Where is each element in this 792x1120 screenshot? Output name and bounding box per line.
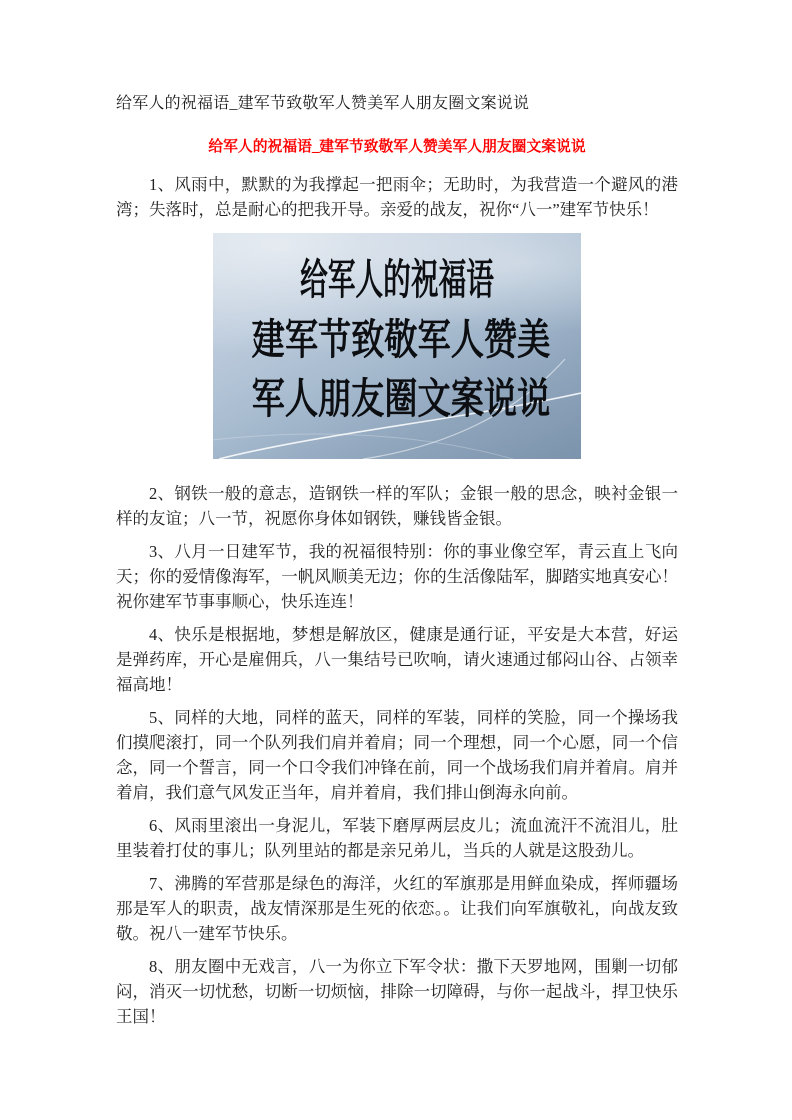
paragraph-6: 6、风雨里滚出一身泥儿，军装下磨厚两层皮儿；流血流汗不流泪儿，肚里装着打仗的事儿；队列里站的都是亲兄弟儿，当兵的人就是这股劲儿。 bbox=[116, 816, 678, 860]
document-body bbox=[116, 172, 678, 1029]
paragraph-5: 5、同样的大地，同样的蓝天，同样的军装，同样的笑脸，同一个操场我们摸爬滚打，同一个队列我们肩并着肩；同一个理想，同一个心愿，同一个信念，同一个誓言，同一个口令我们冲锋在前，同一个战场我们肩并着肩。肩并着肩，我们意气风发正当年，肩并着肩，我们排山倒海永向前。 bbox=[116, 708, 678, 802]
document-content bbox=[116, 0, 678, 1037]
banner-text-line-2: 建军节致敬军人赞美 bbox=[251, 316, 551, 363]
banner-text-line-1: 给军人的祝福语 bbox=[299, 256, 495, 303]
paragraph-4: 4、快乐是根据地，梦想是解放区，健康是通行证，平安是大本营，好运是弹药库，开心是雇佣兵，八一集结号已吹响，请火速通过郁闷山谷、占领幸福高地！ bbox=[116, 625, 678, 694]
paragraph-2: 2、钢铁一般的意志，造钢铁一样的军队；金银一般的思念，映衬金银一样的友谊；八一节，祝愿你身体如钢铁，赚钱皆金银。 bbox=[116, 484, 678, 528]
banner-text-line-3: 军人朋友圈文案说说 bbox=[251, 375, 551, 422]
paragraph-7: 7、沸腾的军营那是绿色的海洋，火红的军旗那是用鲜血染成，挥师疆场那是军人的职责，战友情深那是生死的依恋。。让我们向军旗敬礼，向战友致敬。祝八一建军节快乐。 bbox=[116, 874, 678, 943]
paragraph-1: 1、风雨中，默默的为我撑起一把雨伞；无助时，为我营造一个避风的港湾；失落时，总是耐心的把我开导。亲爱的战友，祝你“八一”建军节快乐！ bbox=[116, 175, 678, 219]
banner-image bbox=[213, 233, 581, 459]
document-title: 给军人的祝福语_建军节致敬军人赞美军人朋友圈文案说说 bbox=[116, 95, 530, 112]
document-heading: 给军人的祝福语_建军节致敬军人赞美军人朋友圈文案说说 bbox=[208, 139, 586, 155]
paragraph-3: 3、八月一日建军节，我的祝福很特别：你的事业像空军，青云直上飞向天；你的爱情像海军，一帆风顺美无边；你的生活像陆军，脚踏实地真安心！祝你建军节事事顺心，快乐连连！ bbox=[116, 542, 678, 611]
paragraph-8: 8、朋友圈中无戏言，八一为你立下军令状：撒下天罗地网，围剿一切郁闷，消灭一切忧愁，切断一切烦恼，排除一切障碍，与你一起战斗，捍卫快乐王国！ bbox=[116, 957, 678, 1026]
